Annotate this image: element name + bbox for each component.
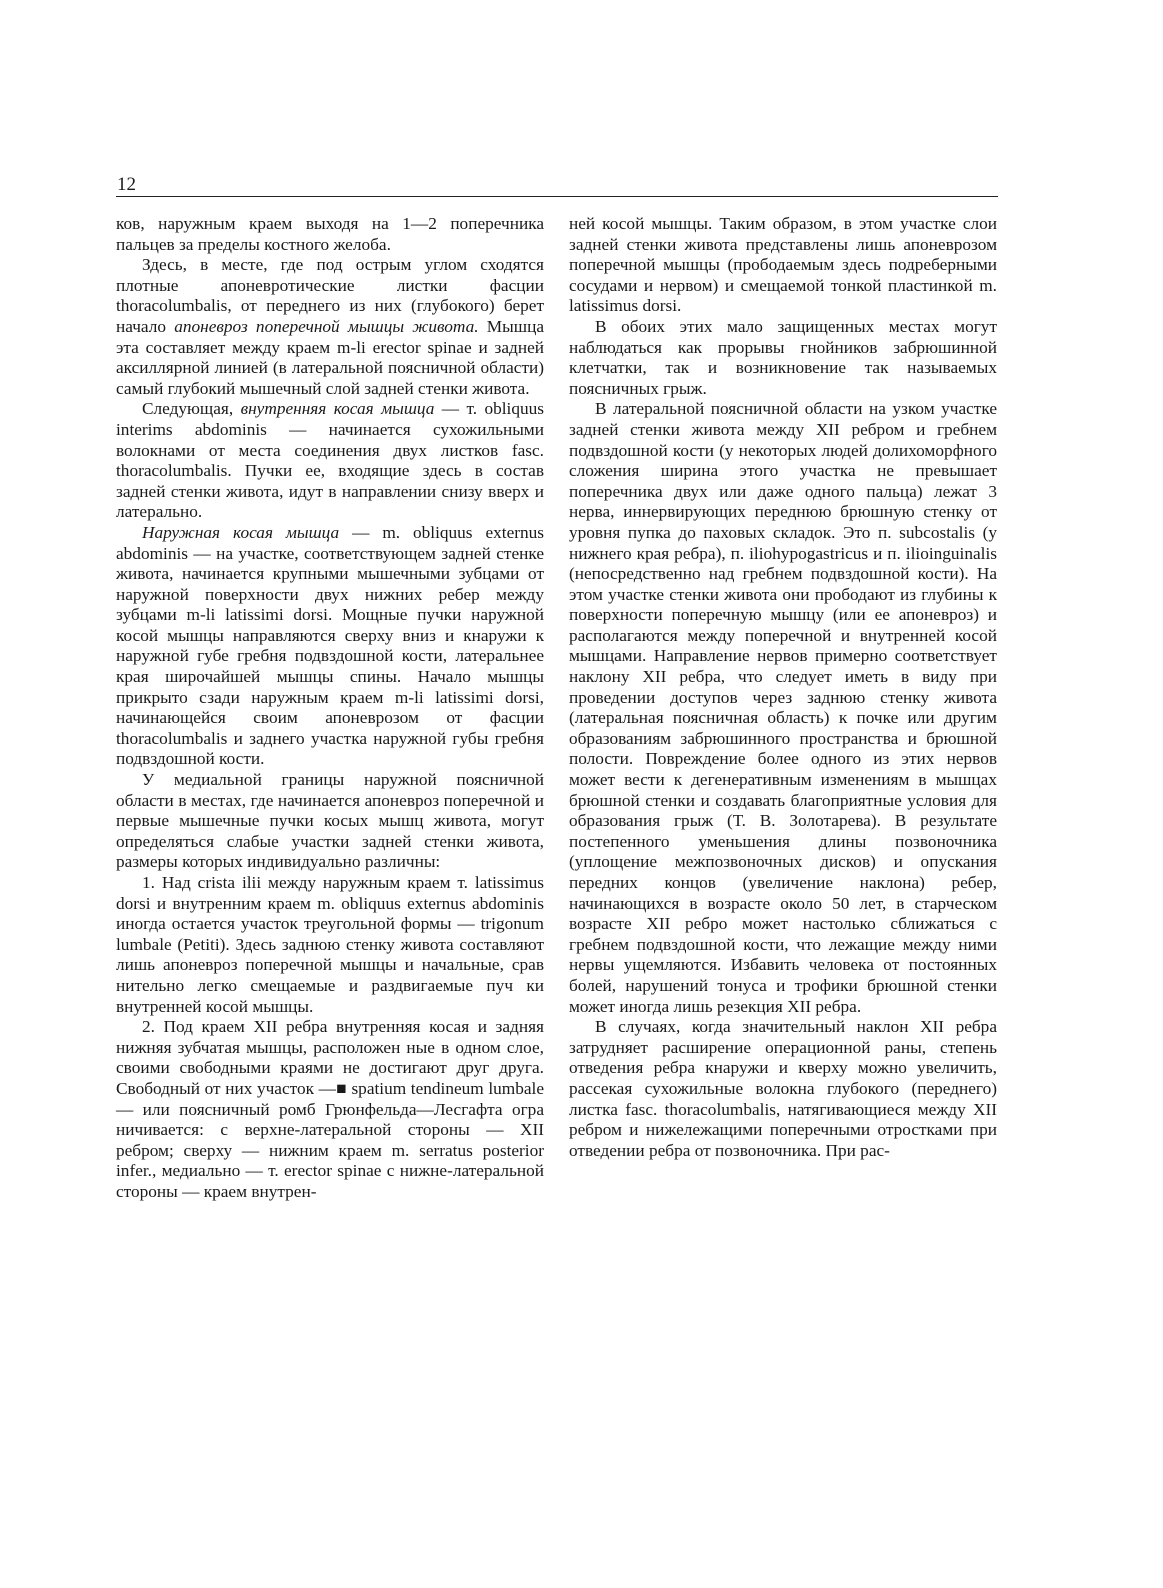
- left-paragraph-2: [116, 255, 544, 399]
- text-run: Здесь, в месте, где под острым углом сходятся плотные апоневротические листки фасции thoracolumbalis, от переднего из них (глубокого) берет начало: [116, 255, 544, 336]
- text-run: — т. obliquus interims abdominis — начинается сухожильными волокнами от места соединения двух листков fasc. thoracolumbalis. Пучки ее, входящие здесь в состав задней стенки живота, идут в направлении снизу вверх и латерально.: [116, 399, 544, 522]
- left-column: [116, 214, 544, 1203]
- left-paragraph-4: [116, 523, 544, 770]
- left-paragraph-5: У медиальной границы наружной поясничной области в местах, где начинается апоневроз поперечной и первые мышечные пучки косых мышц живота, могут определяться слабые участки задней стенки живота, размеры которых индивидуально различны:: [116, 770, 544, 872]
- left-paragraph-1: ков, наружным краем выходя на 1—2 поперечника пальцев за пределы костного желоба.: [116, 214, 544, 254]
- left-paragraph-3: [116, 399, 544, 523]
- page-number: 12: [117, 174, 136, 195]
- right-paragraph-4: В случаях, когда значительный наклон XII ребра затрудняет расширение операционной раны, степень отведения ребра кнаружи и кверху можно увеличить, рассекая сухожильные волокна глубокого (переднего) листка fasc. thoracolumbalis, натягивающиеся между XII ребром и нижележащими поперечными отростками при отведении ребра от позвоночника. При рас-: [569, 1017, 997, 1160]
- text-run: — m. obliquus externus abdominis — на участке, соответствующем задней стенке живота, начинается крупными мышечными зубцами от наружной поверхности двух нижних ребер между зубцами m-li latissimi dorsi. Мощные пучки наружной косой мышцы направляются сверху вниз и кнаружи к наружной губе гребня подвздошной кости, латеральнее края широчайшей мышцы спины. Начало мышцы прикрыто сзади наружным краем m-li latissimi dorsi, начинающейся своим апоневрозом от фасции thoracolumbalis и заднего участка наружной губы гребня подвздошной кости.: [116, 522, 545, 769]
- emphasis-term: Наружная косая мышца: [142, 522, 340, 542]
- right-paragraph-1: ней косой мышцы. Таким образом, в этом участке слои задней стенки живота представлены лишь апоневрозом поперечной мышцы (прободаемым здесь подреберными сосудами и нервом) и смещаемой тонкой пластинкой m. latissimus dorsi.: [569, 214, 997, 316]
- emphasis-term: внутренняя косая мышца: [240, 399, 435, 419]
- right-paragraph-3: В латеральной поясничной области на узком участке задней стенки живота между XII ребром и гребнем подвздошной кости (у некоторых людей долихоморфного сложения ширина этого участка не превышает поперечника двух или даже одного пальца) лежат 3 нерва, иннервирующих переднюю брюшную стенку от уровня пупка до паховых складок. Это п. subcostalis (у нижнего края ребра), п. iliohypogastricus и п. ilioinguinalis (непосредственно над гребнем подвздошной кости). На этом участке стенки живота они прободают из глубины к поверхности поперечную мышцу (или ее апоневроз) и располагаются между поперечной и внутренней косой мышцами. Направление нервов примерно соответствует наклону XII ребра, что следует иметь в виду при проведении доступов через заднюю стенку живота (латеральная поясничная область) к почке или другим образованиям забрюшинного пространства и брюшной полости. Повреждение более одного из этих нервов может вести к дегенеративным изменениям в мышцах брюшной стенки и создавать благоприятные условия для образования грыж (Т. В. Золотарева). В результате постепенного уменьшения длины позвоночника (уплощение межпозвоночных дисков) и опускания передних концов (увеличение наклона) ребер, начинающихся в возрасте около 50 лет, в старческом возрасте XII ребро может настолько сближаться с гребнем подвздошной кости, что лежащие между ними нервы ущемляются. Избавить человека от постоянных болей, нарушений тонуса и трофики брюшной стенки может иногда лишь резекция XII ребра.: [569, 399, 997, 1016]
- left-paragraph-7: 2. Под краем XII ребра внутренняя косая и задняя нижняя зубчатая мышцы, расположен ные в одном слое, своими свободными краями не достигают друг друга. Свободный от них участок —■ spatium tendineum lumbale — или поясничный ромб Грюнфельда—Лесгафта огра ничивается: с верхне-латеральной стороны — XII ребром; сверху — нижним краем m. serratus posterior infer., медиально — т. erector spinae с нижне-латеральной стороны — краем внутрен-: [116, 1017, 544, 1201]
- text-run: Следующая,: [142, 399, 241, 419]
- right-column: [569, 214, 997, 1161]
- emphasis-term: апоневроз поперечной мышцы живота.: [174, 316, 479, 336]
- header-rule: [116, 196, 998, 197]
- left-paragraph-6: 1. Над crista ilii между наружным краем т. latissimus dorsi и внутренним краем m. obliquus externus abdominis иногда остается участок треугольной формы — trigonum lumbale (Petiti). Здесь заднюю стенку живота составляют лишь апоневроз поперечной мышцы и начальные, срав нительно легко смещаемые и раздвигаемые пуч ки внутренней косой мышцы.: [116, 873, 544, 1016]
- right-paragraph-2: В обоих этих мало защищенных местах могут наблюдаться как прорывы гнойников забрюшинной клетчатки, так и возникновение так называемых поясничных грыж.: [569, 316, 997, 398]
- text-run: Мышца эта составляет между краем m-li erector spinae и задней аксиллярной линией (в латеральной поясничной области) самый глубокий мышечный слой задней стенки живота.: [116, 316, 544, 398]
